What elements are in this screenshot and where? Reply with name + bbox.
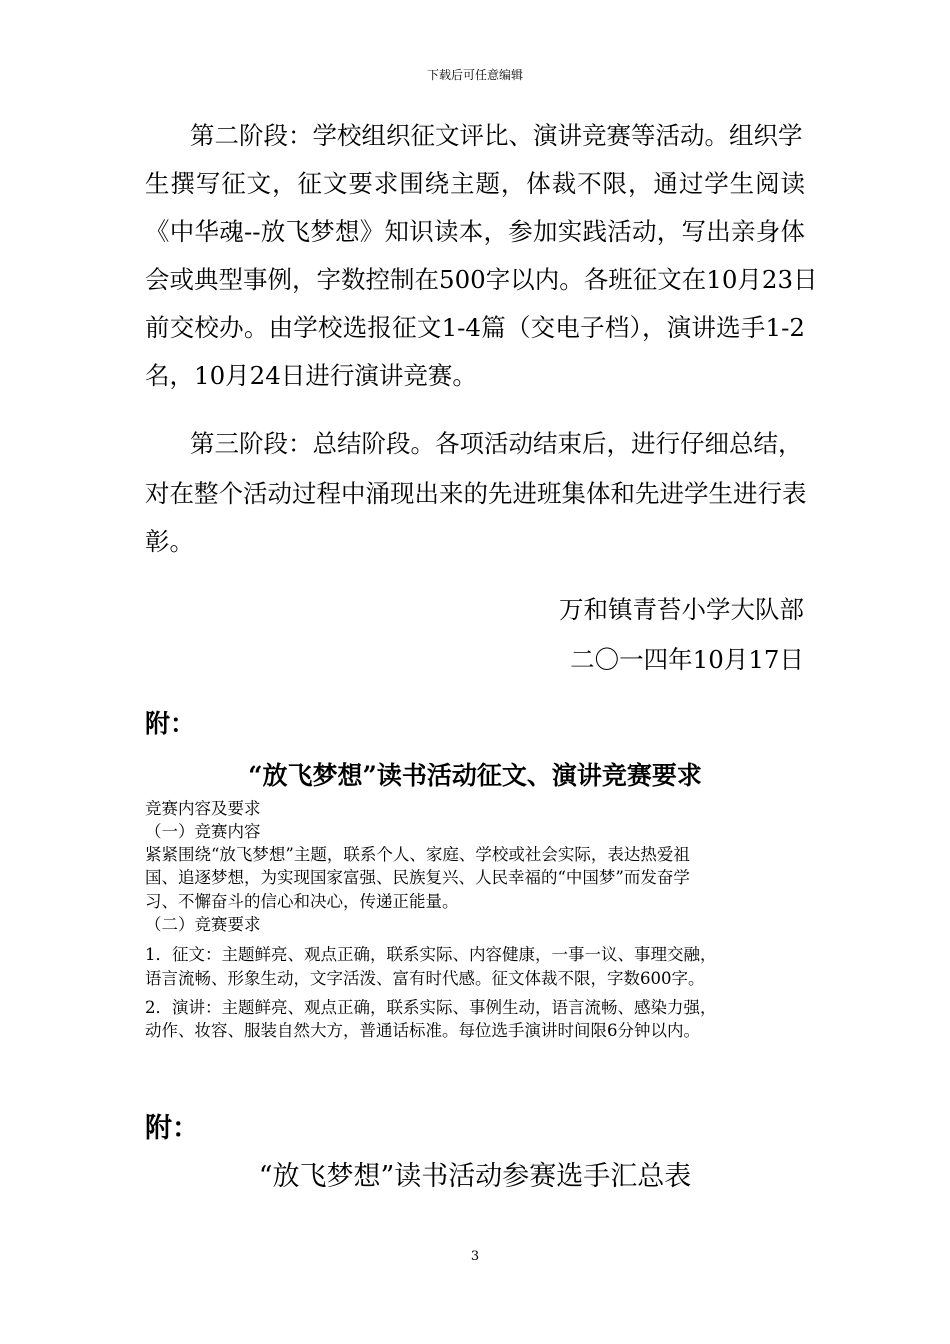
requirements-line: 国、追逐梦想，为实现国家富强、民族复兴、人民幸福的“中国梦”而发奋学 [145,868,690,887]
requirements-line: 动作、妆容、服装自然大方，普通话标准。每位选手演讲时间限6分钟以内。 [145,1021,700,1040]
page-header: 下载后可任意编辑 [426,68,523,82]
requirements-line: 语言流畅、形象生动，文字活泼、富有时代感。征文体裁不限，字数600字。 [145,969,705,988]
para3-line-2: 对在整个活动过程中涌现出来的先进班集体和先进学生进行表 [145,479,807,508]
attachment-label: 附： [145,709,196,738]
requirements-line: 2．演讲：主题鲜亮、观点正确，联系实际、事例生动，语言流畅、感染力强， [145,998,717,1017]
para2-line-5: 前交校办。由学校选报征文1-4篇（交电子档），演讲选手1-2 [145,313,805,342]
attachment-label: 附： [145,1113,199,1144]
requirements-line: （一）竞赛内容 [145,822,261,841]
para2-line-1: 第二阶段：学校组织征文评比、演讲竞赛等活动。组织学 [190,121,803,150]
para3-line-1: 第三阶段：总结阶段。各项活动结束后，进行仔细总结， [190,429,803,458]
para2-line-6: 名，10月24日进行演讲竞赛。 [145,361,477,390]
attachment-title: “放飞梦想”读书活动参赛选手汇总表 [258,1161,692,1192]
requirements-line: 紧紧围绕“放飞梦想”主题，联系个人、家庭、学校或社会实际，表达热爱祖 [145,845,690,864]
para2-line-2: 生撰写征文，征文要求围绕主题，体裁不限，通过学生阅读 [145,169,805,198]
requirements-line: 竞赛内容及要求 [145,799,261,818]
para2-line-4: 会或典型事例，字数控制在500字以内。各班征文在10月23日 [145,265,818,294]
para3-line-3: 彰。 [145,527,194,556]
requirements-line: 习、不懈奋斗的信心和决心，传递正能量。 [145,892,459,911]
requirements-line: （二）竞赛要求 [145,915,261,934]
signature-org: 万和镇青苔小学大队部 [559,595,804,624]
attachment-title: “放飞梦想”读书活动征文、演讲竞赛要求 [248,761,702,790]
signature-date: 二〇一四年10月17日 [570,645,804,674]
requirements-line: 1．征文：主题鲜亮、观点正确，联系实际、内容健康，一事一议、事理交融， [145,945,717,964]
para2-line-3: 《中华魂--放飞梦想》知识读本，参加实践活动，写出亲身体 [145,217,805,246]
page-number: 3 [470,1249,480,1264]
